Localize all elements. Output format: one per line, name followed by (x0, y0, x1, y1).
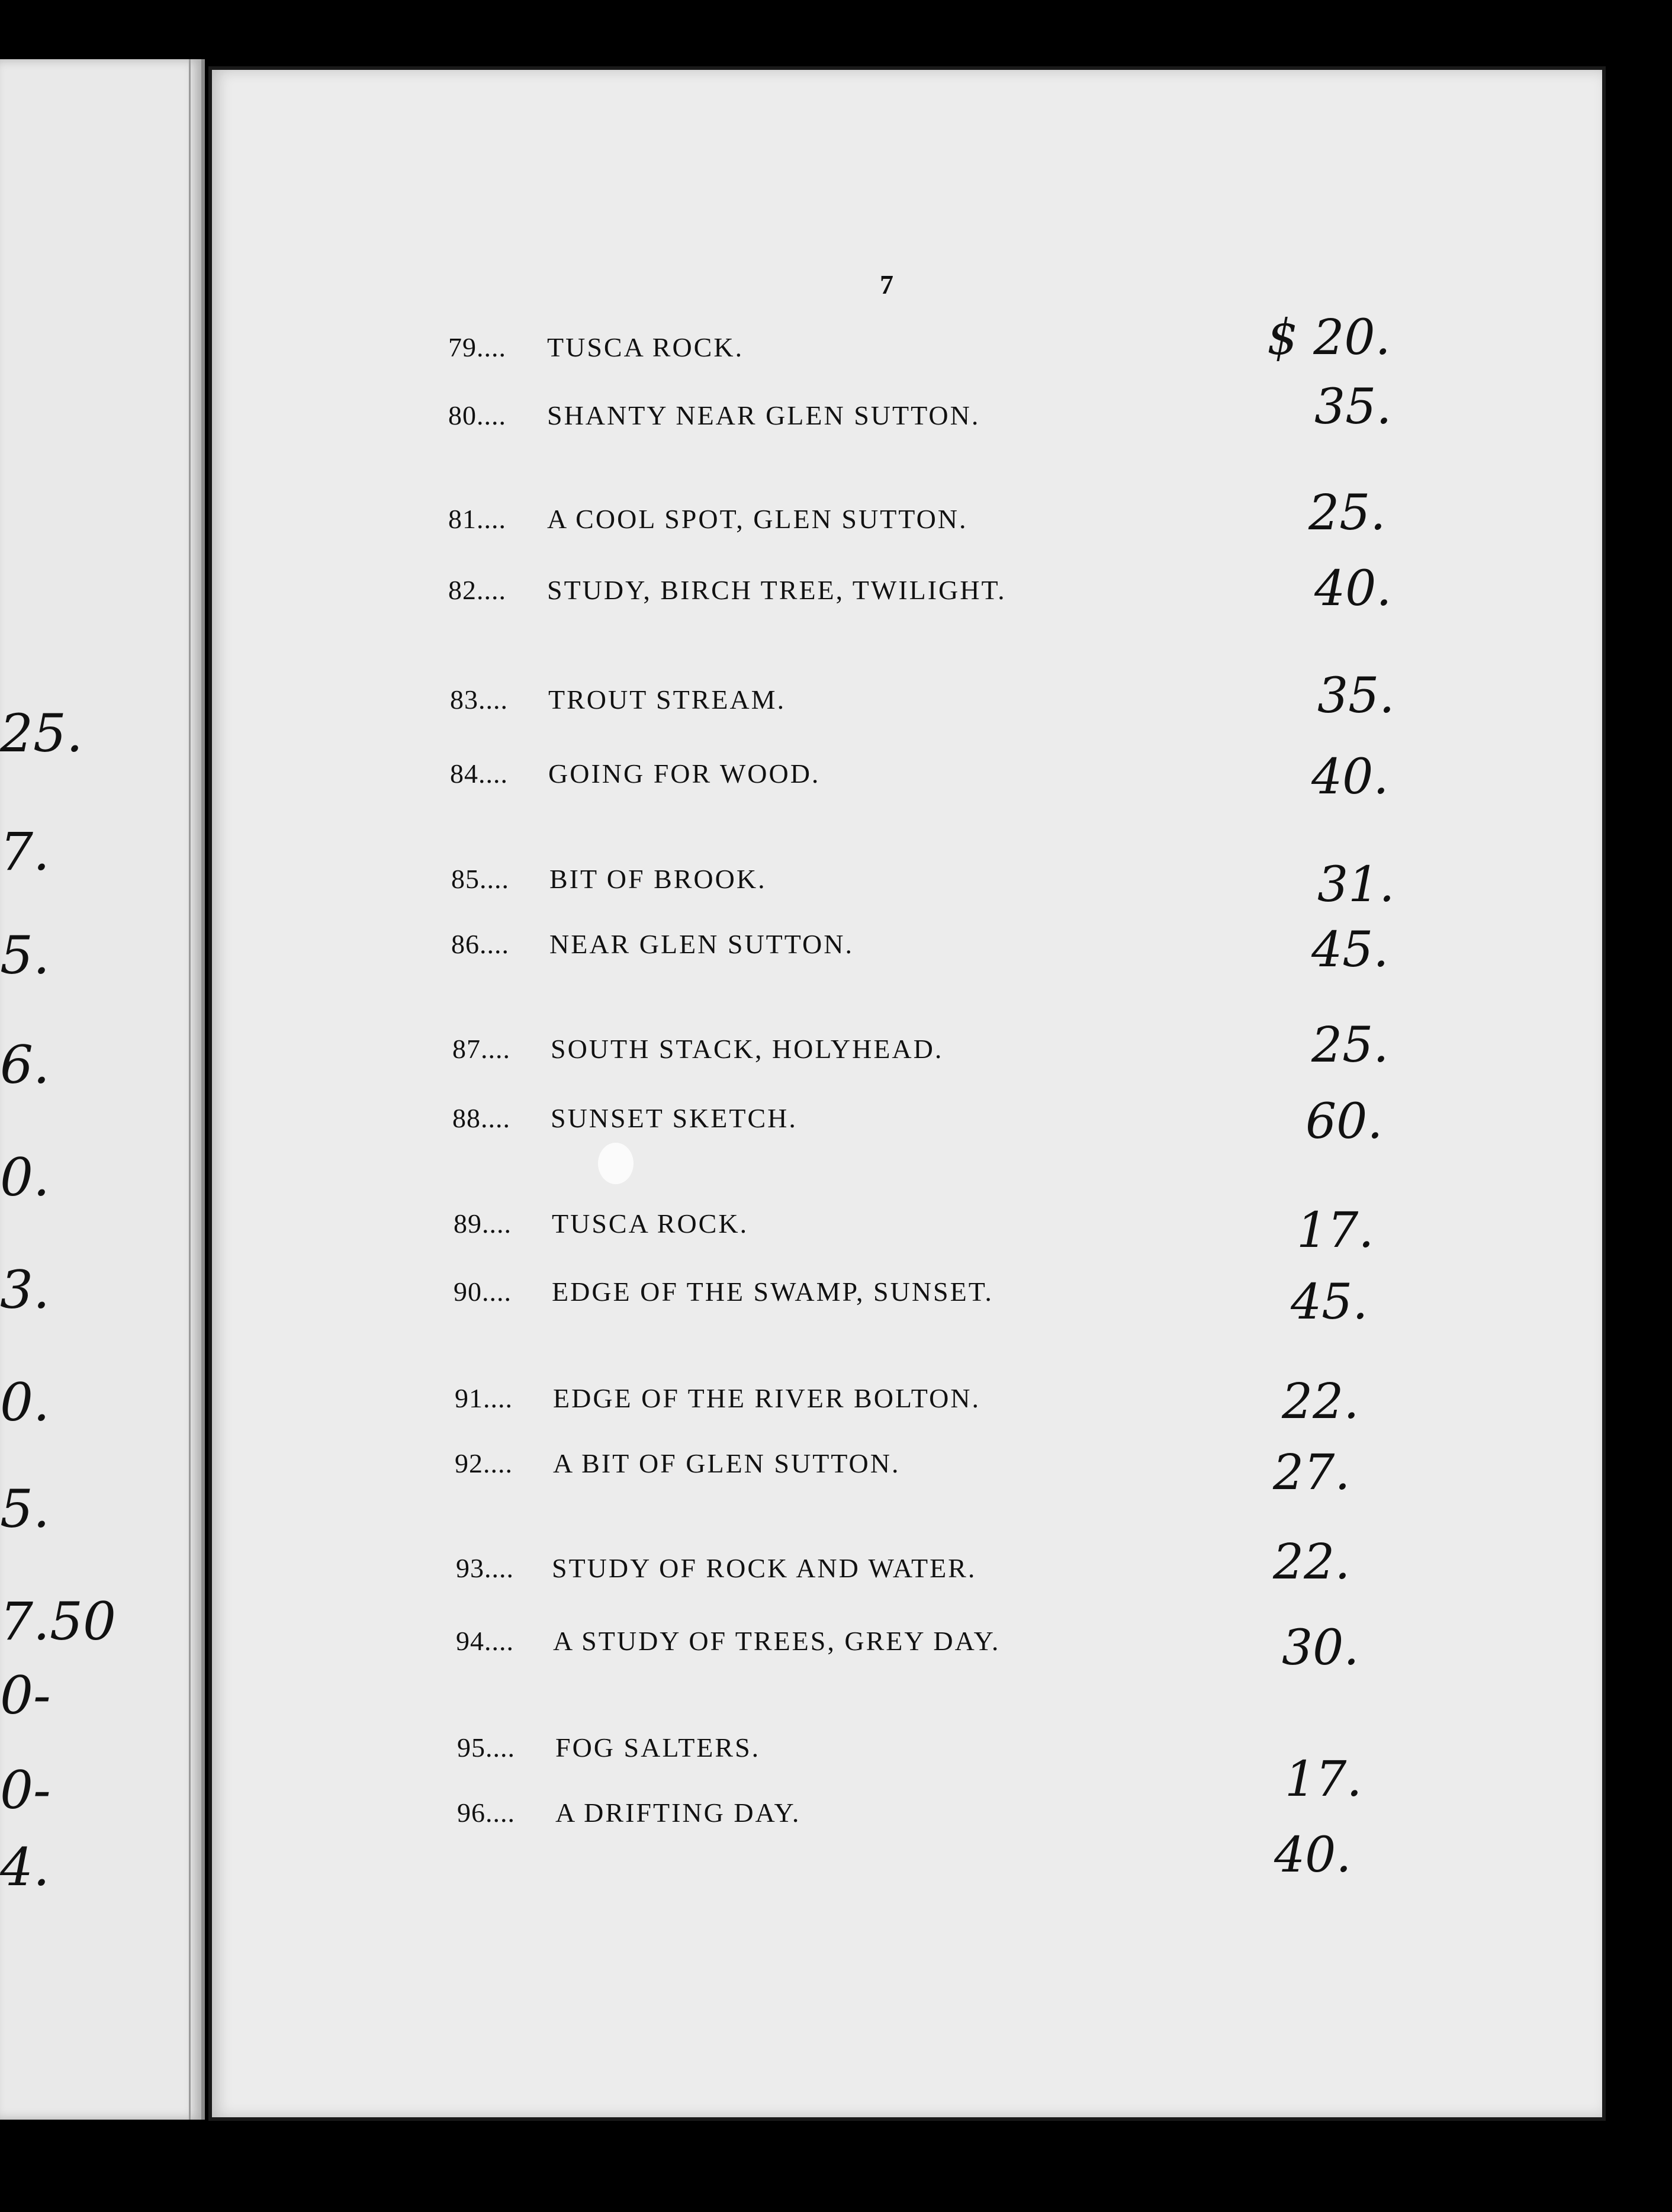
left-page-price: 5. (0, 1478, 50, 1539)
entry-title: TUSCA ROCK. (547, 332, 744, 362)
catalogue-entry (0, 749, 1672, 805)
entry-number: 87.... (452, 1034, 510, 1064)
entry-price: 40. (1311, 749, 1389, 805)
catalogue-entry (0, 310, 1672, 379)
catalogue-entry (0, 1374, 1672, 1430)
entry-title: SUNSET SKETCH. (551, 1103, 798, 1133)
entry-price: 17. (1285, 1751, 1362, 1808)
catalogue-entry (0, 379, 1672, 447)
entry-title: A BIT OF GLEN SUTTON. (553, 1448, 901, 1478)
entry-price: 17. (1297, 1203, 1374, 1259)
left-page-price: 7. (0, 821, 50, 882)
entry-price: $ 20. (1267, 310, 1391, 366)
catalogue-entry (0, 668, 1672, 731)
entry-number: 94.... (456, 1626, 514, 1656)
entry-number: 79.... (448, 332, 506, 362)
entry-number: 90.... (454, 1277, 512, 1307)
entry-title: TROUT STREAM. (548, 684, 786, 715)
left-page-price: 3. (0, 1259, 50, 1320)
entry-title: SHANTY NEAR GLEN SUTTON. (547, 400, 980, 430)
catalogue-entry (0, 1094, 1672, 1150)
entry-price: 22. (1282, 1374, 1359, 1430)
left-page-price: 6. (0, 1034, 50, 1095)
catalogue-entry (0, 857, 1672, 913)
entry-number: 95.... (457, 1732, 515, 1763)
entry-price: 45. (1311, 922, 1389, 978)
entry-number: 93.... (456, 1553, 514, 1583)
entry-price: 22. (1273, 1534, 1351, 1590)
entry-price: 30. (1282, 1620, 1359, 1676)
entry-price: 35. (1317, 668, 1395, 724)
page-number: 7 (880, 269, 893, 300)
catalogue-entry (0, 1017, 1672, 1081)
entry-title: BIT OF BROOK. (549, 864, 767, 894)
entry-price: 25. (1308, 485, 1386, 541)
entry-title: NEAR GLEN SUTTON. (549, 929, 854, 959)
catalogue-entry (0, 1534, 1672, 1600)
entry-number: 96.... (457, 1798, 515, 1828)
entry-number: 83.... (450, 684, 508, 715)
entry-price: 27. (1273, 1445, 1351, 1501)
left-page-price: 7.50 (0, 1591, 116, 1652)
entry-title: TUSCA ROCK. (552, 1208, 749, 1239)
left-page-price: 0. (0, 1147, 50, 1208)
entry-number: 91.... (455, 1383, 513, 1413)
entry-price: 35. (1314, 379, 1392, 435)
entry-number: 85.... (451, 864, 509, 894)
entry-number: 82.... (448, 575, 506, 605)
entry-number: 81.... (448, 504, 506, 534)
entry-number: 80.... (448, 400, 506, 430)
entry-title: A DRIFTING DAY. (555, 1798, 801, 1828)
catalogue-entry (0, 1203, 1672, 1259)
catalogue-entry (0, 561, 1672, 622)
entry-title: EDGE OF THE SWAMP, SUNSET. (552, 1277, 993, 1307)
entry-number: 86.... (451, 929, 509, 959)
left-page-price: 4. (0, 1837, 50, 1898)
entry-title: EDGE OF THE RIVER BOLTON. (553, 1383, 981, 1413)
handwritten-price: 40. (1274, 1827, 1352, 1883)
left-page-price: 25. (0, 703, 83, 764)
catalogue-entry (0, 922, 1672, 978)
left-page-price: 5. (0, 925, 50, 986)
entry-title: GOING FOR WOOD. (548, 758, 821, 789)
entry-number: 88.... (452, 1103, 510, 1133)
entry-price: 60. (1306, 1094, 1383, 1150)
left-page-price: 0- (0, 1665, 51, 1726)
left-page-price: 0- (0, 1760, 51, 1821)
catalogue-entry (0, 1445, 1672, 1501)
left-page-price: 0. (0, 1372, 50, 1433)
entry-title: STUDY OF ROCK AND WATER. (552, 1553, 977, 1583)
entry-title: A STUDY OF TREES, GREY DAY. (553, 1626, 1001, 1656)
entry-title: FOG SALTERS. (555, 1732, 761, 1763)
entry-number: 84.... (450, 758, 508, 789)
catalogue-entry (0, 1274, 1672, 1330)
entry-price: 45. (1291, 1274, 1368, 1330)
entry-price: 40. (1314, 561, 1392, 617)
entry-title: SOUTH STACK, HOLYHEAD. (551, 1034, 944, 1064)
entry-number: 92.... (455, 1448, 513, 1478)
entry-price: 25. (1311, 1017, 1389, 1073)
entry-price: 31. (1317, 857, 1395, 913)
entry-title: STUDY, BIRCH TREE, TWILIGHT. (547, 575, 1007, 605)
catalogue-entry (0, 1732, 1672, 1808)
catalogue-entry (0, 1797, 1672, 1844)
entry-title: A COOL SPOT, GLEN SUTTON. (547, 504, 968, 534)
catalogue-entry (0, 485, 1672, 551)
entry-number: 89.... (454, 1208, 512, 1239)
